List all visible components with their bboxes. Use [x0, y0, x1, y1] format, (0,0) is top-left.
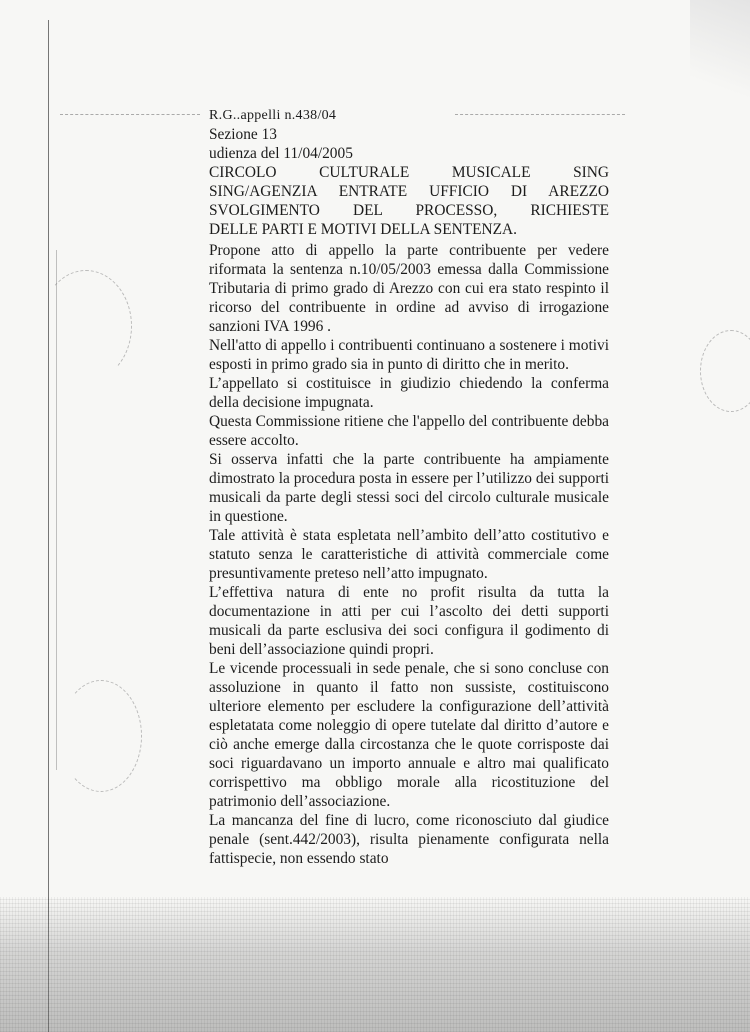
paragraph-criminal-proceedings: Le vicende processuali in sede penale, che si sono concluse con assoluzione in quanto il fatto non sussiste, costituiscono ulteriore elemento per escludere la configurazione dell’attività espletatata come noleggio di opere tutelate dal diritto d’autore e ciò anche emerge dalla circostanza che le quote corrisposte dai soci riguardavano un importo annuale e altro mai qualificato corrispettivo ma obbligo morale alla ricostituzione del patrimonio dell’associazione.	[209, 660, 609, 810]
bleed-through-stamp	[40, 270, 132, 382]
dashed-rule-left	[60, 114, 200, 115]
paragraph-activity: Tale attività è stata espletata nell’ambito dell’atto costitutivo e statuto senza le caratteristiche di attività commerciale come presuntivamente preteso nell’atto impugnato.	[209, 527, 609, 582]
paragraph-appellee: L’appellato si costituisce in giudizio chiedendo la conferma della decisione impugnata.	[209, 375, 609, 411]
hearing-date: udienza del 11/04/2005	[209, 145, 353, 162]
bleed-through-stamp	[60, 680, 142, 792]
subject-line-3: SVOLGIMENTO DEL PROCESSO, RICHIESTE	[209, 202, 609, 219]
bleed-through-stamp	[700, 330, 750, 412]
subject-line-2: SING/AGENZIA ENTRATE UFFICIO DI AREZZO	[209, 183, 609, 200]
subject-line-4: DELLE PARTI E MOTIVI DELLA SENTENZA.	[209, 221, 517, 238]
paragraph-commission: Questa Commissione ritiene che l'appello del contribuente debba essere accolto.	[209, 413, 609, 449]
paragraph-nonprofit: L’effettiva natura di ente no profit risulta da tutta la documentazione in atti per cui l’ascolto dei detti supporti musicali da parte esclusiva dei soci configura il godimento di beni dell’associazione quindi propri.	[209, 584, 609, 658]
paragraph-appeal: Propone atto di appello la parte contribuente per vedere riformata la sentenza n.10/05/2003 emessa dalla Commissione Tributaria di primo grado di Arezzo con cui era stato respinto il ricorso del contribuente in ordine ad avviso di irrogazione sanzioni IVA 1996 .	[209, 242, 609, 335]
scan-edge-line	[48, 20, 49, 1032]
subject-line-1: CIRCOLO CULTURALE MUSICALE SING	[209, 164, 609, 181]
paragraph-no-profit-purpose: La mancanza del fine di lucro, come riconosciuto dal giudice penale (sent.442/2003), risulta pienamente configurata nella fattispecie, non essendo stato	[209, 812, 609, 867]
section-label: Sezione 13	[209, 126, 277, 143]
paragraph-procedure: Si osserva infatti che la parte contribuente ha ampiamente dimostrato la procedura posta in essere per l’utilizzo dei supporti musicali da parte degli stessi soci del circolo culturale musicale in questione.	[209, 451, 609, 525]
scan-noise-band	[0, 897, 750, 1032]
document-page	[209, 106, 609, 868]
paragraph-arguments: Nell'atto di appello i contribuenti continuano a sostenere i motivi esposti in primo grado sia in punto di diritto che in merito.	[209, 337, 609, 373]
scan-corner-shadow	[690, 0, 750, 120]
case-number: R.G..appelli n.438/04	[209, 108, 337, 123]
